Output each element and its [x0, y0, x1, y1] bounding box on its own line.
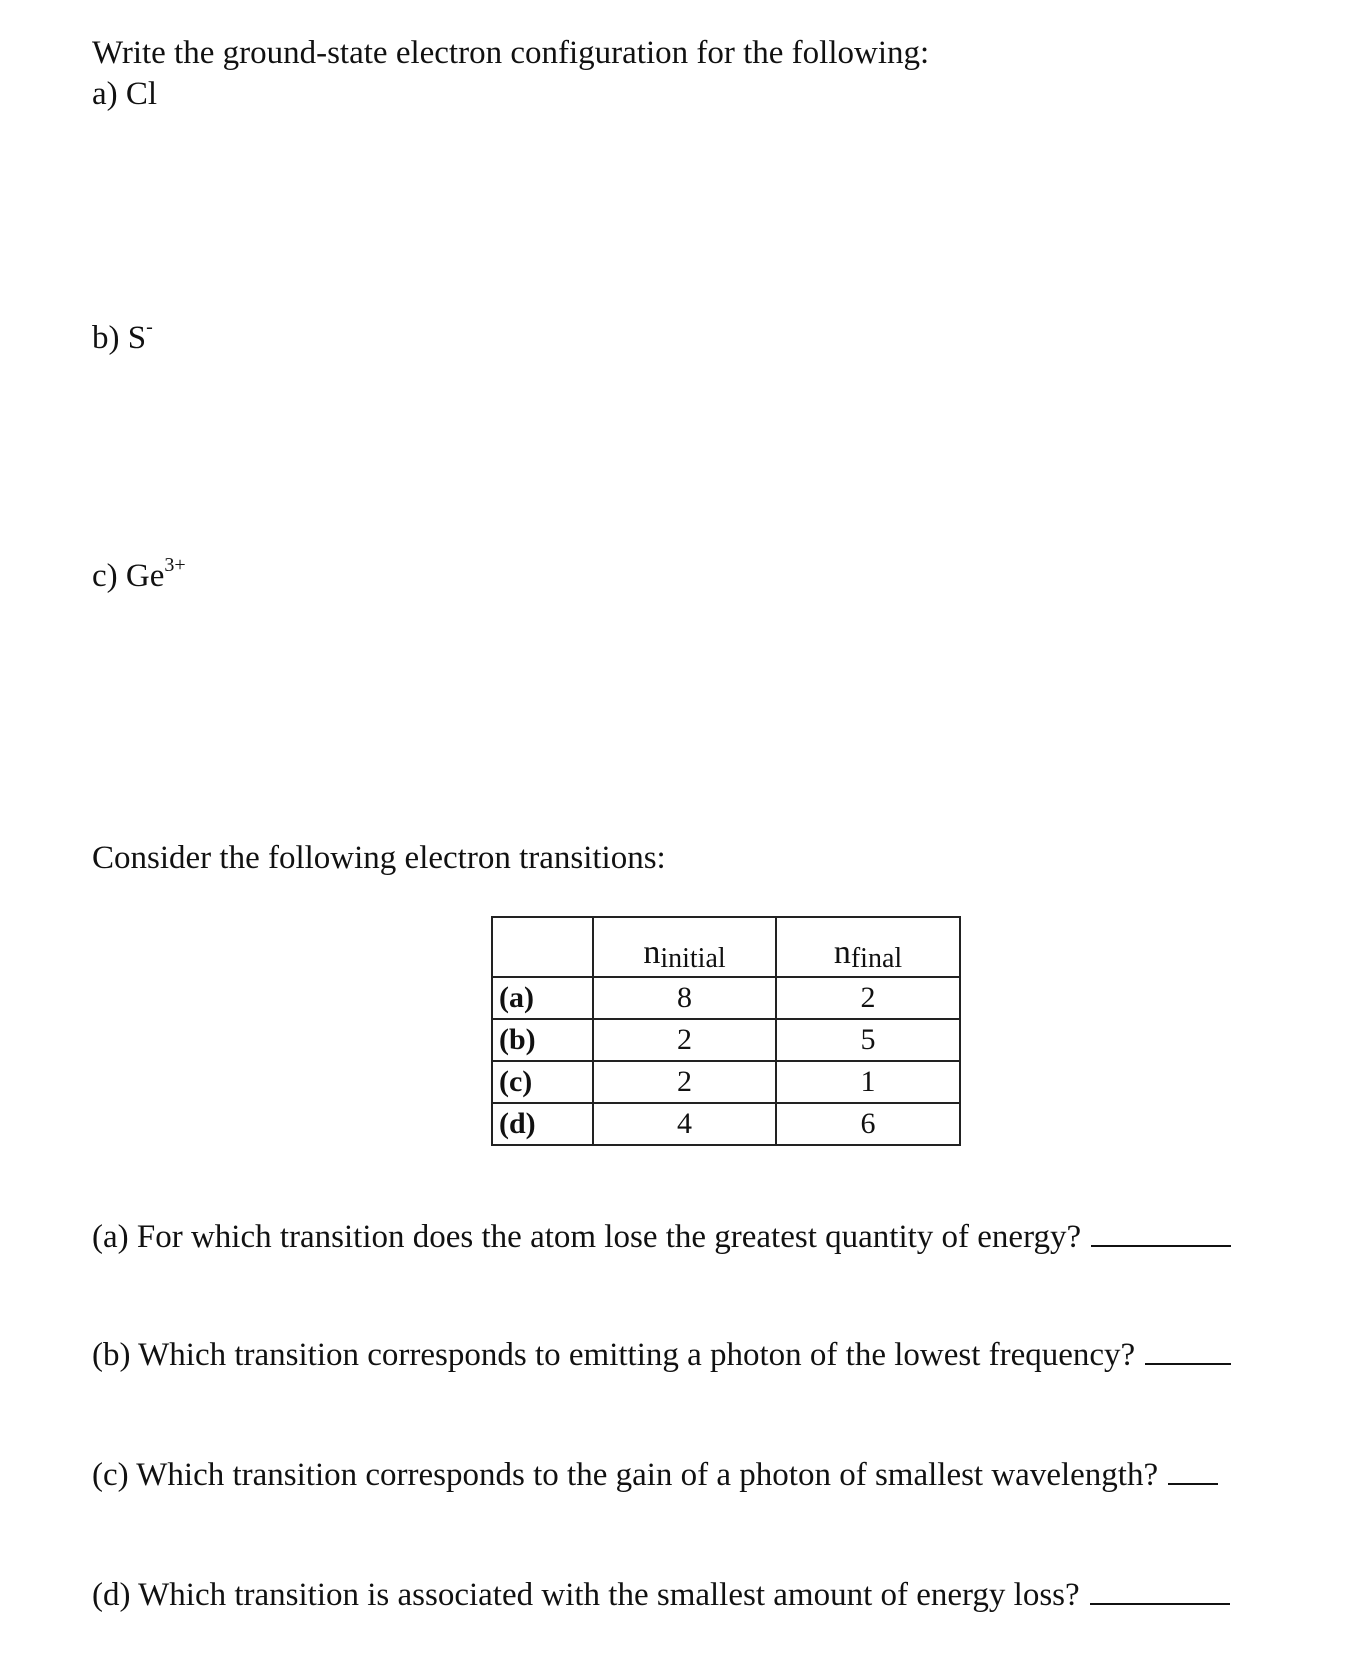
config-item-label: a) Cl: [92, 76, 158, 112]
header-n-initial-n: n: [643, 934, 661, 971]
answer-blank-b[interactable]: [1145, 1362, 1231, 1365]
row-label: (a): [492, 977, 593, 1019]
config-item-label: c) Ge: [92, 558, 165, 594]
header-n-final-sub: final: [850, 943, 903, 974]
question-a: [92, 1217, 1231, 1257]
question-text: (d) Which transition is associated with the smallest amount of energy loss?: [92, 1577, 1080, 1613]
header-n-final-n: n: [833, 934, 851, 971]
header-n-initial: [593, 917, 776, 977]
transitions-intro: Consider the following electron transitions:: [92, 840, 666, 876]
row-n-final: 2: [776, 977, 960, 1019]
instructions-heading: Write the ground-state electron configuration for the following:: [92, 35, 930, 71]
header-n-initial-sub: initial: [660, 943, 726, 974]
row-n-initial: 2: [593, 1019, 776, 1061]
transitions-table: [491, 916, 961, 1146]
row-n-final: 6: [776, 1103, 960, 1145]
config-item-label: b) S: [92, 320, 147, 356]
row-label: (b): [492, 1019, 593, 1061]
table-row: [492, 1061, 960, 1103]
table-row: [492, 977, 960, 1019]
row-n-final: 5: [776, 1019, 960, 1061]
row-n-initial: 4: [593, 1103, 776, 1145]
row-label: (d): [492, 1103, 593, 1145]
question-text: (a) For which transition does the atom lose the greatest quantity of energy?: [92, 1219, 1082, 1255]
config-item-b: [92, 318, 153, 358]
question-text: (b) Which transition corresponds to emitting a photon of the lowest frequency?: [92, 1337, 1136, 1373]
config-item-charge: -: [146, 316, 153, 338]
row-n-final: 1: [776, 1061, 960, 1103]
config-item-c: [92, 556, 186, 596]
row-n-initial: 2: [593, 1061, 776, 1103]
config-item-a: [92, 74, 157, 114]
table-header-row: [492, 917, 960, 977]
config-item-charge: 3+: [164, 554, 186, 576]
header-n-final: [776, 917, 960, 977]
answer-blank-c[interactable]: [1168, 1482, 1218, 1485]
row-label: (c): [492, 1061, 593, 1103]
question-c: [92, 1455, 1218, 1495]
question-b: [92, 1335, 1231, 1375]
row-n-initial: 8: [593, 977, 776, 1019]
table-row: [492, 1103, 960, 1145]
answer-blank-d[interactable]: [1090, 1602, 1230, 1605]
answer-blank-a[interactable]: [1091, 1244, 1231, 1247]
header-blank-cell: [492, 917, 593, 977]
table-row: [492, 1019, 960, 1061]
question-text: (c) Which transition corresponds to the gain of a photon of smallest wavelength?: [92, 1457, 1159, 1493]
question-d: [92, 1575, 1230, 1615]
